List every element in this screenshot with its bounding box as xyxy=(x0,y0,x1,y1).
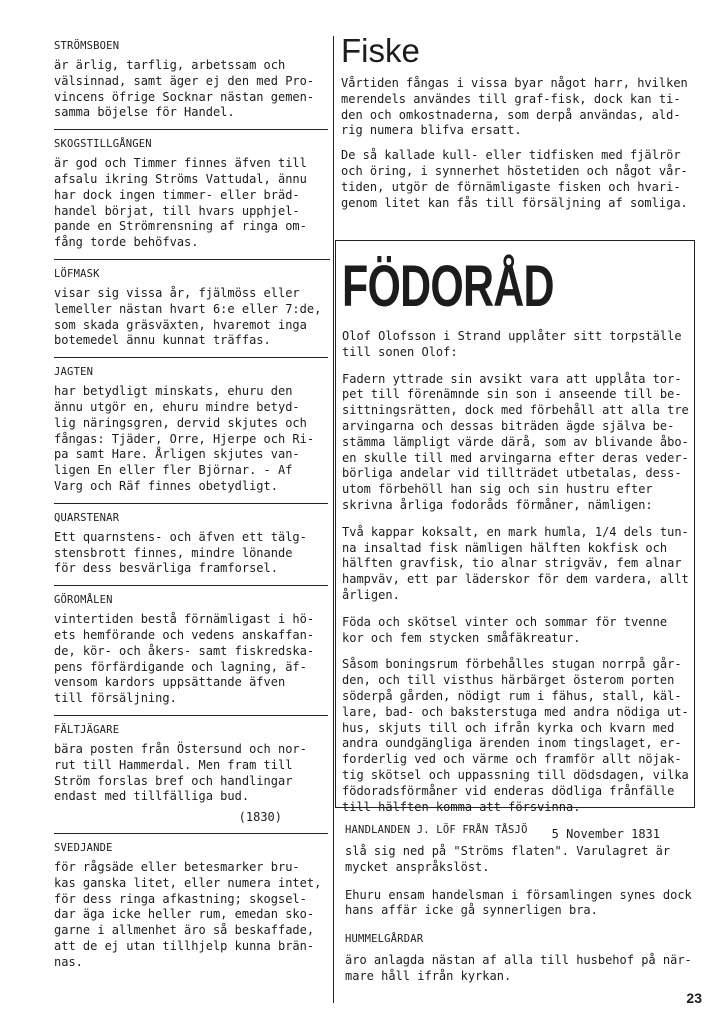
foderad-date: 5 November 1831 xyxy=(551,827,660,842)
fiske-title: Fiske xyxy=(341,32,420,69)
handlanden-heading: HANDLANDEN J. LÖF FRÅN TÅSJÖ xyxy=(345,824,528,836)
hummelgardar-heading: HUMMELGÅRDAR xyxy=(345,933,424,946)
section-lofmask xyxy=(54,260,328,357)
section-text: har betydligt minskats, ehuru den ännu utgör en, ehuru mindre betyd- lig näringsgren, dervid skjutes och fångas: Tjäder, Orre, Hjerpe och Ri- pa samt Hare. Årligen skjutes van- ligen En eller fler Björnar. - Af Varg och Räf finnes obetydligt. xyxy=(54,384,315,493)
foderad-paragraph: Två kappar koksalt, en mark humla, 1/4 dels tun- na insaltad fisk nämligen hälften kokfisk och hälften gravfisk, tio alnar strigväv, fem alnar hampväv, ett par läderskor för dem vardera, allt årligen. xyxy=(342,524,689,602)
handlanden-paragraph: Ehuru ensam handelsman i församlingen synes dock hans affär icke gå synnerligen bra. xyxy=(345,887,692,918)
right-column xyxy=(341,32,703,220)
lower-right-sections xyxy=(345,822,705,997)
section-heading: JAGTEN xyxy=(54,366,94,379)
section-goromalen xyxy=(54,586,328,715)
section-quarstenar xyxy=(54,504,328,585)
section-text: bära posten från Östersund och nor- rut till Hammerdal. Men fram till Ström forslas bref och handlingar endast med tillfälliga bud. xyxy=(54,741,307,804)
section-heading: SVEDJANDE xyxy=(54,842,113,855)
section-heading: STRÖMSBOEN xyxy=(54,40,120,52)
section-heading: LÖFMASK xyxy=(54,267,100,280)
foderad-title: FÖDORÅD xyxy=(342,254,554,319)
section-text: visar sig vissa år, fjälmöss eller lemeller nästan hvart 6:e eller 7:de, som skada gräsväxten, hvaremot inga botemedel ännu kunnat träffas. xyxy=(54,285,322,348)
fiske-paragraph: Vårtiden fångas i vissa byar något harr, hvilken merendels användes till graf-fisk, dock kan ti- den och omkostnaderna, som derpå användas, ald- rig numera blifva ersatt. xyxy=(341,76,688,138)
column-divider xyxy=(333,36,334,1003)
section-faltjagare xyxy=(54,716,328,833)
section-skogstillgangen xyxy=(54,130,328,259)
page-number: 23 xyxy=(686,990,702,1006)
section-jagten xyxy=(54,358,328,503)
section-text: Ett quarnstens- och äfven ett tälg- stensbrott finnes, mindre lönande för dess besvärliga framforsel. xyxy=(54,529,307,576)
left-column xyxy=(54,32,328,979)
section-heading: FÄLTJÄGARE xyxy=(54,723,120,736)
section-svedjande xyxy=(54,834,328,979)
section-heading: QUARSTENAR xyxy=(54,511,120,524)
section-year: (1830) xyxy=(238,810,282,825)
foderad-paragraph: Föda och skötsel vinter och sommar för tvenne kor och fem stycken småfäkreatur. xyxy=(342,614,668,645)
foderad-paragraph: Olof Olofsson i Strand upplåter sitt torpställe till sonen Olof: xyxy=(342,329,682,359)
hummelgardar-text: äro anlagda nästan af alla till husbehof på när- mare håll ifrån kyrkan. xyxy=(345,953,692,983)
section-text: är ärlig, tarflig, arbetssam och välsinnad, samt äger ej den med Pro- vincens öfrige Socknar nästan gemen- samma böjelse för Handel. xyxy=(54,58,315,120)
section-stromsboen xyxy=(54,32,328,129)
fiske-paragraph: De så kallade kull- eller tidfisken med fjälrör och öring, i synnerhet höstetiden och något vår- tiden, utgör de förnämligaste fisken och hvari- genom litet kan fås till försäljning af somliga. xyxy=(341,148,688,210)
section-heading: SKOGSTILLGÅNGEN xyxy=(54,138,152,151)
handlanden-paragraph: slå sig ned på "Ströms flaten". Varulagret är mycket anspråkslöst. xyxy=(345,844,671,874)
foderad-paragraph: Såsom boningsrum förbehålles stugan norrpå går- den, och till visthus härbärget österom porten söderpå gården, nödigt rum i fähus, stall, käl- lare, bad- och baksterstuga med andra nödiga ut- hus, skjuts till och ifrån kyrka och kvarn med andra oundgängliga ärenden inom tingslaget, er- forderlig ved och värme och framför allt nöjak- tig skötsel och uppassning till dödsdagen, vilka födoradsförmåner vid enderas dödliga frånfälle till hälften komma att försvinna. xyxy=(342,657,689,814)
section-heading: GÖROMÅLEN xyxy=(54,594,113,607)
section-text: är god och Timmer finnes äfven till afsalu ikring Ströms Vattudal, ännu har dock ingen timmer- eller bräd- handel börjat, till hvars upphjel- pande en Strömrensning af ringa om- fång torde behöfvas. xyxy=(54,156,307,250)
section-text: för rågsäde eller betesmarker bru- kas ganska litet, eller numera intet, för dess ringa afkastning; skogsel- dar äga icke heller rum, emedan sko- garne i allmenhet äro så beskaffade, att de ej utan tillhjelp kunna brän- nas. xyxy=(54,860,322,969)
foderad-paragraph: Fadern yttrade sin avsikt vara att upplåta tor- pet till förenämnde sin son i anseende till be- sittningsrätten, dock med förbehåll att alla tre arvingarna och dessas biträden ägde själva be- stämma lämpligt värde därå, som av blivande åbo- en skulle till med arvingarna efter deras veder- börliga andelar vid tillträdet utbetalas, dess- utom förbehöll han sig och sin hustru efter skrivna årliga fodoråds förmåner, nämligen: xyxy=(342,371,689,512)
section-text: vintertiden bestå förnämligast i hö- ets hemförande och vedens anskaffan- de, kör- och åkers- samt fiskredska- pens förfärdigande och lagning, äf- vensom kardors uppsättande äfven till försäljning. xyxy=(54,612,315,706)
